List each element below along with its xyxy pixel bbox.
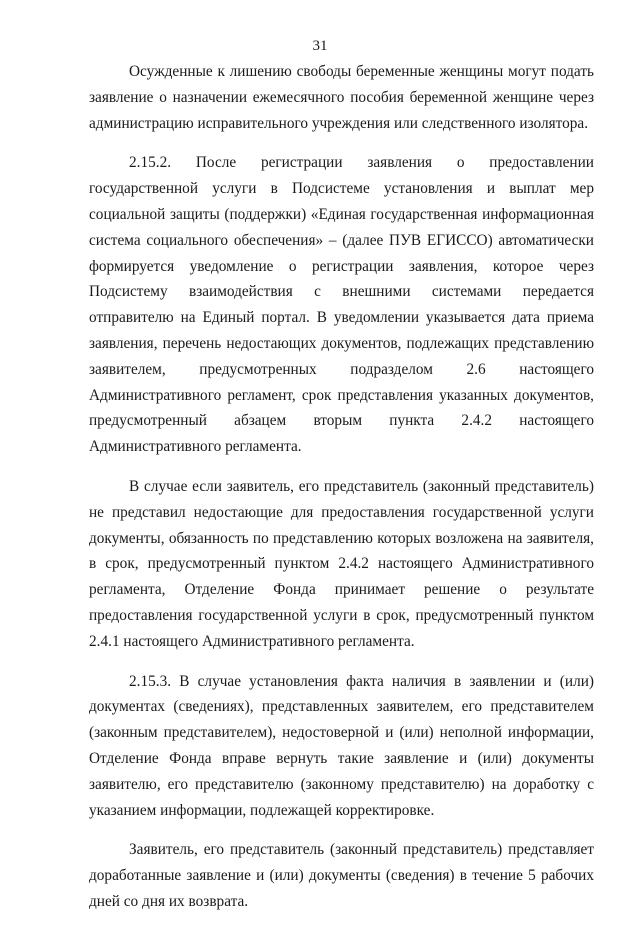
page-number: 31 <box>312 38 328 54</box>
document-body <box>89 59 594 929</box>
paragraph-convicted-pregnant-women: Осужденные к лишению свободы беременные женщины могут подать заявление о назначении ежемесячного пособия беременной женщине через администрацию исправительного учреждения или следственного изолятора. <box>89 63 594 132</box>
paragraph-missing-documents: В случае если заявитель, его представитель (законный представитель) не представил недостающие для предоставления государственной услуги документы, обязанность по представлению которых возложена на заявителя, в срок, предусмотренный пунктом 2.4.2 настоящего Административного регламента, Отделение Фонда принимает решение о результате предоставления государственной услуги в срок, предусмотренный пунктом 2.4.1 настоящего Административного регламента. <box>89 477 594 650</box>
paragraph-2-15-3: 2.15.3. В случае установления факта наличия в заявлении и (или) документах (сведениях), представленных заявителем, его представителем (законным представителем), недостоверной и (или) неполной информации, Отделение Фонда вправе вернуть такие заявление и (или) документы заявителю, его представителю (законному представителю) на доработку с указанием информации, подлежащей корректировке. <box>89 672 594 819</box>
paragraph-resubmission: Заявитель, его представитель (законный представитель) представляет доработанные заявление и (или) документы (сведения) в течение 5 рабочих дней со дня их возврата. <box>89 841 594 910</box>
paragraph-2-15-2: 2.15.2. После регистрации заявления о предоставлении государственной услуги в Подсистеме установления и выплат мер социальной защиты (поддержки) «Единая государственная информационная система социального обеспечения» – (далее ПУВ ЕГИССО) автоматически формируется уведомление о регистрации заявления, которое через Подсистему взаимодействия с внешними системами передается отправителю на Единый портал. В уведомлении указывается дата приема заявления, перечень недостающих документов, подлежащих представлению заявителем, предусмотренных подразделом 2.6 настоящего Административного регламент, срок представления указанных документов, предусмотренный абзацем вторым пункта 2.4.2 настоящего Административного регламента. <box>89 154 594 456</box>
